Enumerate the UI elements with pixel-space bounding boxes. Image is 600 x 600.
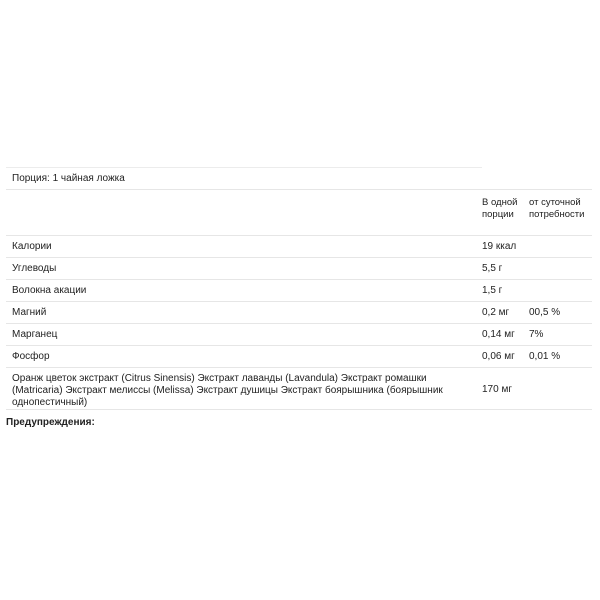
table-row <box>6 235 592 257</box>
nutrient-amount: 0,2 мг <box>482 306 510 318</box>
header-daily-value: от суточной потребности <box>529 197 585 220</box>
nutrient-daily-value: 0,01 % <box>529 350 561 362</box>
warnings-heading: Предупреждения: <box>6 417 95 428</box>
serving-size-text: Порция: 1 чайная ложка <box>12 172 125 184</box>
table-row <box>6 345 592 367</box>
nutrient-amount: 1,5 г <box>482 284 503 296</box>
nutrient-amount: 0,14 мг <box>482 328 515 340</box>
table-row <box>6 279 592 301</box>
nutrient-amount: 0,06 мг <box>482 350 515 362</box>
table-header-row <box>6 189 592 235</box>
nutrient-daily-value: 7% <box>529 328 544 340</box>
nutrient-name: Углеводы <box>12 262 57 274</box>
supplement-facts-table <box>6 167 592 410</box>
nutrient-amount: 19 ккал <box>482 240 517 252</box>
nutrient-name: Волокна акации <box>12 284 87 296</box>
nutrient-name: Марганец <box>12 328 58 340</box>
nutrient-daily-value: 00,5 % <box>529 306 561 318</box>
nutrient-name: Магний <box>12 306 47 318</box>
table-bottom-border <box>6 409 592 410</box>
header-amount-per-serving: В одной порции <box>482 197 518 220</box>
nutrient-amount: 170 мг <box>482 384 512 395</box>
table-row <box>6 367 592 409</box>
serving-size-row <box>6 167 482 189</box>
table-row <box>6 323 592 345</box>
nutrient-name: Калории <box>12 240 52 252</box>
nutrient-name: Фосфор <box>12 350 50 362</box>
nutrient-name: Оранж цветок экстракт (Citrus Sinensis) Экстракт лаванды (Lavandula) Экстракт ромашки (Matricaria) Экстракт мелиссы (Melissa) Экстракт душицы Экстракт боярышника (боярышник однопестичный) <box>12 373 443 408</box>
table-row <box>6 257 592 279</box>
nutrient-amount: 5,5 г <box>482 262 503 274</box>
table-row <box>6 301 592 323</box>
